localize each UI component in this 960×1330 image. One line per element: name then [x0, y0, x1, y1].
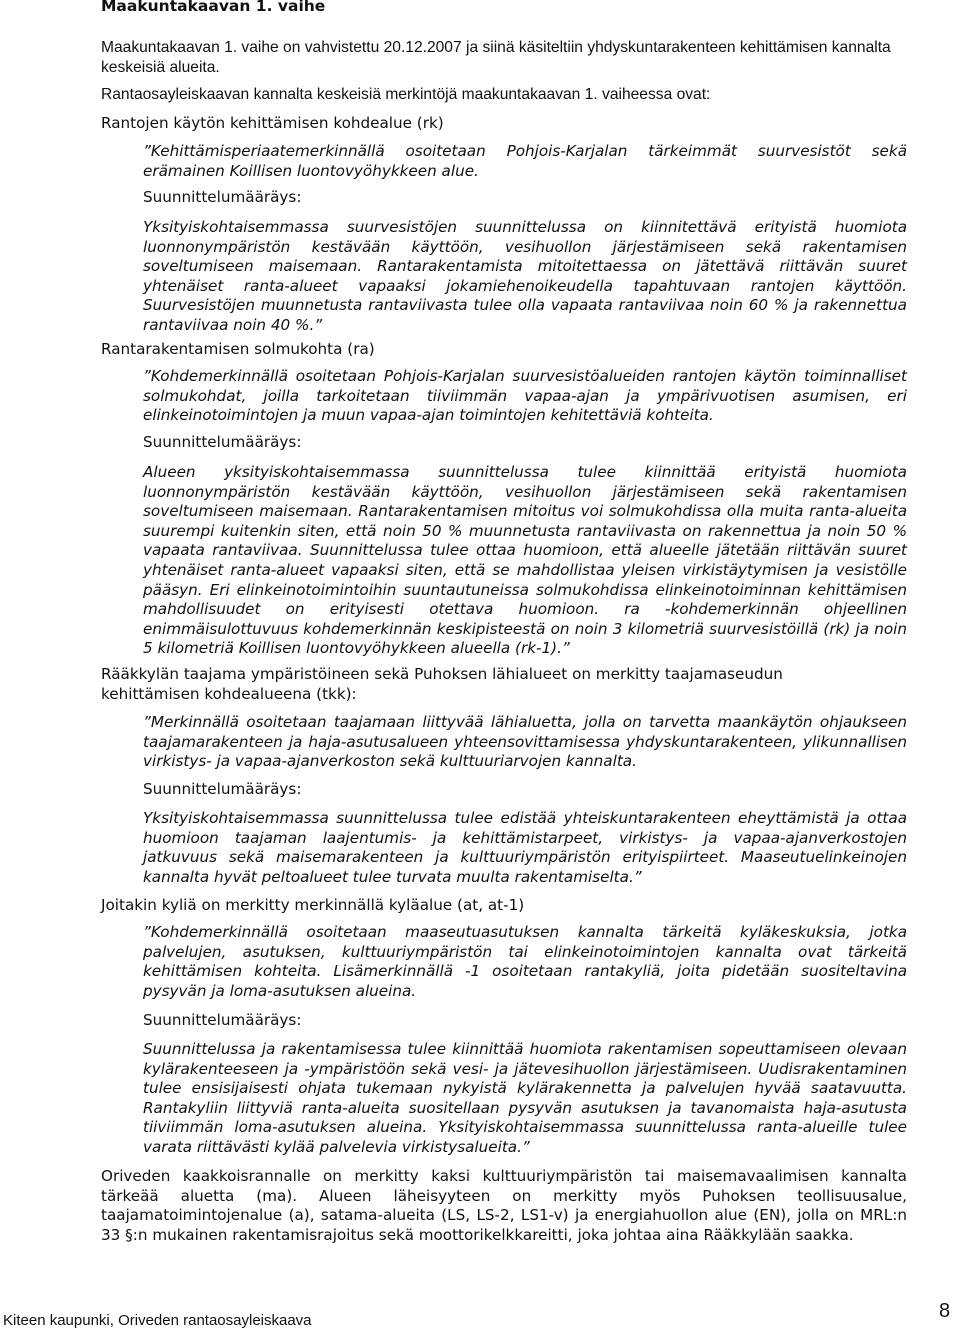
section-quote-at: ”Kohdemerkinnällä osoitetaan maaseutuasutuksen kannalta tärkeitä kyläkeskuksia, jotka palvelujen, asutuksen, kulttuuriympäristön tai elinkeinotoimintojen kannalta ovat tärkeitä kehittämisen kohteita. Lisämerkinnällä -1 osoitetaan rantakyliä, joita pidetään suositeltavina pysyvän ja loma-asutuksen alueina.	[143, 923, 907, 1000]
page-number: 8	[939, 1300, 951, 1322]
footer-title: Kiteen kaupunki, Oriveden rantaosayleiskaava	[3, 1312, 312, 1329]
regulation-label-ra: Suunnittelumääräys:	[143, 433, 302, 451]
regulation-body-rk: Yksityiskohtaisemmassa suurvesistöjen suunnittelussa on kiinnitettävä erityistä huomiota luonnonympäristön kestävään käyttöön, vesihuollon järjestämiseen sekä rakentamisen soveltumiseen maisemaan. Rantarakentamista mitoitettaessa on jätettävä riittävän suuret yhtenäiset ranta-alueet vapaaksi jokamiehenoikeudella tapahtuvaan rantojen käyttöön. Suurvesistöjen muunnetusta rantaviivasta tulee olla vapaata rantaviivaa noin 60 % ja rakennettua rantaviivaa noin 40 %.”	[143, 218, 907, 334]
regulation-label-tkk: Suunnittelumääräys:	[143, 780, 302, 798]
closing-paragraph: Oriveden kaakkoisrannalle on merkitty kaksi kulttuuriympäristön tai maisemavaalimisen kannalta tärkeää aluetta (ma). Alueen läheisyyteen on merkitty myös Puhoksen teollisuusalue, taajamatoimintojenalue (a), satama-alueita (LS, LS-2, LS1-v) ja energiahuollon alue (EN), jolla on MRL:n 33 §:n mukainen rakentamisrajoitus sekä moottorikelkkareitti, joka johtaa aina Rääkkylään saakka.	[101, 1167, 907, 1244]
section-title-rk: Rantojen käytön kehittämisen kohdealue (rk)	[101, 114, 444, 132]
intro-paragraph-2: Rantaosayleiskaavan kannalta keskeisiä merkintöjä maakuntakaavan 1. vaiheessa ovat:	[101, 86, 711, 103]
regulation-label-rk: Suunnittelumääräys:	[143, 188, 302, 206]
intro-paragraph: Maakuntakaavan 1. vaihe on vahvistettu 20.12.2007 ja siinä käsiteltiin yhdyskuntarakenteen kehittämisen kannalta keskeisiä alueita.	[101, 39, 891, 76]
regulation-body-ra: Alueen yksityiskohtaisemmassa suunnittelussa tulee kiinnittää erityistä huomiota luonnonympäristön kestävään käyttöön, vesihuollon järjestämiseen sekä rakentamisen soveltumiseen maisemaan. Rantarakentamisen mitoitus voi solmukohdissa olla muita ranta-alueita suurempi kuitenkin siten, että noin 50 % muunnetusta rantaviivasta on rakennettua ja noin 50 % vapaata rantaviivaa. Suunnittelussa tulee ottaa huomioon, että alueelle jätetään riittävän suuret yhtenäiset ranta-alueet vapaaksi siten, että se mahdollistaa yleisen virkistäytymisen ja vesistölle pääsyn. Eri elinkeinotoimintoihin suuntautuneissa solmukohdissa elinkeinotoiminnan kehittämisen mahdollisuudet on erityisesti otettava huomioon. ra -kohdemerkinnän ohjeellinen enimmäisulottuvuus kohdemerkinnän keskipisteestä on noin 3 kilometriä suurvesistöillä (rk) ja noin 5 kilometriä Koillisen luontovyöhykkeen alueella (rk-1).”	[143, 463, 907, 658]
regulation-label-at: Suunnittelumääräys:	[143, 1011, 302, 1029]
section-quote-rk: ”Kehittämisperiaatemerkinnällä osoitetaan Pohjois-Karjalan tärkeimmät suurvesistöt sekä erämainen Koillisen luontovyöhykkeen alue.	[143, 142, 907, 180]
regulation-body-tkk: Yksityiskohtaisemmassa suunnittelussa tulee edistää yhteiskuntarakenteen eheyttämistä ja ottaa huomioon taajaman laajentumis- ja kehittämistarpeet, virkistys- ja vapaa-ajanverkostojen jatkuvuus sekä maisemarakenteen ja kulttuuriympäristön erityispiirteet. Maaseutuelinkeinojen kannalta hyvät peltoalueet tulee turvata muulta rakentamiselta.”	[143, 809, 907, 886]
page-heading: Maakuntakaavan 1. vaihe	[101, 0, 326, 15]
section-title-tkk: Rääkkylän taajama ympäristöineen sekä Puhoksen lähialueet on merkitty taajamaseudun kehittämisen kohdealueena (tkk):	[101, 665, 783, 703]
section-title-ra: Rantarakentamisen solmukohta (ra)	[101, 340, 375, 358]
section-quote-ra: ”Kohdemerkinnällä osoitetaan Pohjois-Karjalan suurvesistöalueiden rantojen käytön toiminnalliset solmukohdat, joilla tarkoitetaan tiiviimmän vapaa-ajan ja ympärivuotisen asumisen, eri elinkeinotoimintojen ja muun vapaa-ajan toimintojen kehitettäviä kohteita.	[143, 367, 907, 425]
section-title-at: Joitakin kyliä on merkitty merkinnällä kyläalue (at, at-1)	[101, 896, 525, 914]
section-quote-tkk: ”Merkinnällä osoitetaan taajamaan liittyvää lähialuetta, jolla on tarvetta maankäytön ohjaukseen taajamarakenteen ja haja-asutusalueen yhteensovittamisessa yhdyskuntarakenteen, ylikunnallisen virkistys- ja vapaa-ajanverkoston sekä kulttuuriarvojen kannalta.	[143, 713, 907, 771]
regulation-body-at: Suunnittelussa ja rakentamisessa tulee kiinnittää huomiota rakentamisen sopeuttamiseen olevaan kylärakenteeseen ja -ympäristöön sekä vesi- ja jätevesihuollon järjestämiseen. Uudisrakentaminen tulee ensisijaisesti ohjata tukemaan nykyistä kylärakennetta ja palvelujen hyvää saatavuutta. Rantakyliin liittyviä ranta-alueita suositellaan pysyvän asutuksen ja tavanomaista haja-asutusta tiiviimmän loma-asutuksen alueina. Yksityiskohtaisemmassa suunnittelussa ranta-alueille tulee varata riittävästi kylää palvelevia virkistysalueita.”	[143, 1040, 907, 1156]
